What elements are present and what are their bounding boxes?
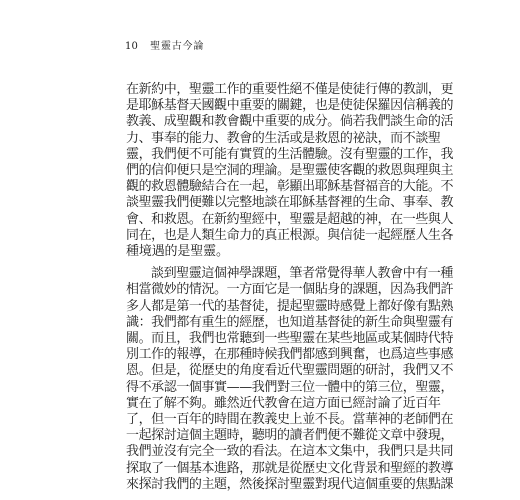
text-line: 力、事奉的能力、教會的生活或是救恩的祕訣，而不談聖 [126, 130, 441, 146]
paragraph-2 [126, 266, 454, 493]
text-line: 在新約中，聖靈工作的重要性絕不僅是使徒行傳的教訓，更 [126, 82, 454, 97]
text-line: 同在，也是人類生命力的真正根源。與信徒一起經歷人生各 [126, 227, 454, 243]
text-line-first [126, 266, 453, 282]
text-line: 我們並沒有完全一致的看法。在這本文集中，我們只是共同 [126, 444, 454, 460]
text-line: 一起探討這個主題時，聽明的讀者們便不難從文章中發現， [126, 428, 454, 444]
text-line: 會、和救恩。在新約聖經中，聖靈是超越的神，在一些與人 [126, 211, 454, 227]
text-line: 種境遇的是聖靈。 [126, 244, 229, 260]
text-line: 識：我們都有重生的經歷，也知道基督徒的新生命與聖靈有 [126, 314, 454, 330]
text-line: 實在了解不夠。雖然近代教會在這方面已經討論了近百年 [126, 395, 441, 411]
text-line: 靈，我們便不可能有實質的生活體驗。沒有聖靈的工作，我 [126, 146, 454, 162]
text-line: 關。而且，我們也常聽到一些聖靈在某些地區或某個時代特 [126, 331, 454, 347]
text-line: 得不承認一個事實——我們對三位一體中的第三位，聖靈， [126, 379, 454, 395]
text-line: 談聖靈我們便難以完整地談在耶穌基督裡的生命、事奉、教 [126, 195, 454, 211]
text-line: 相當微妙的情況。一方面它是一個貼身的課題，因為我們許 [126, 282, 454, 298]
text-line: 多人都是第一代的基督徒，提起聖靈時感覺上都好像有點熟 [126, 298, 454, 314]
paragraph-1 [126, 82, 454, 260]
text-line: 教義、成聖觀和教會觀中重要的成分。倘若我們談生命的活 [126, 114, 454, 130]
text-line: 們的信仰便只是空洞的理論。是聖靈使客觀的救恩與理與主 [126, 163, 454, 179]
text-line: 別工作的報導，在那種時候我們都感到興奮，也爲這些事感 [126, 347, 454, 363]
text-line: 來探討我們的主題，然後探討聖靈對現代這個重要的焦點課 [126, 476, 454, 492]
page-header [125, 41, 204, 53]
text-line: 觀的救恩體驗結合在一起，彰顯出耶穌基督福音的大能。不 [126, 179, 454, 195]
book-title: 聖靈古今論 [150, 41, 205, 52]
text-line: 探取了一個基本進路，那就是從歷史文化背景和聖經的教導 [126, 460, 454, 476]
text-line: 了，但一百年的時間在教義史上並不長。當華神的老師們在 [126, 412, 454, 428]
text-line-content: 談到聖靈這個神學課題，筆者常覺得華人教會中有一種 [151, 266, 453, 282]
text-line: 恩。但是，從歷史的角度看近代聖靈問題的研討，我們又不 [126, 363, 454, 379]
page-number: 10 [125, 41, 139, 52]
page-body [126, 82, 454, 493]
text-line: 是耶穌基督天國觀中重要的關鍵，也是使徒保羅因信稱義的 [126, 98, 454, 114]
